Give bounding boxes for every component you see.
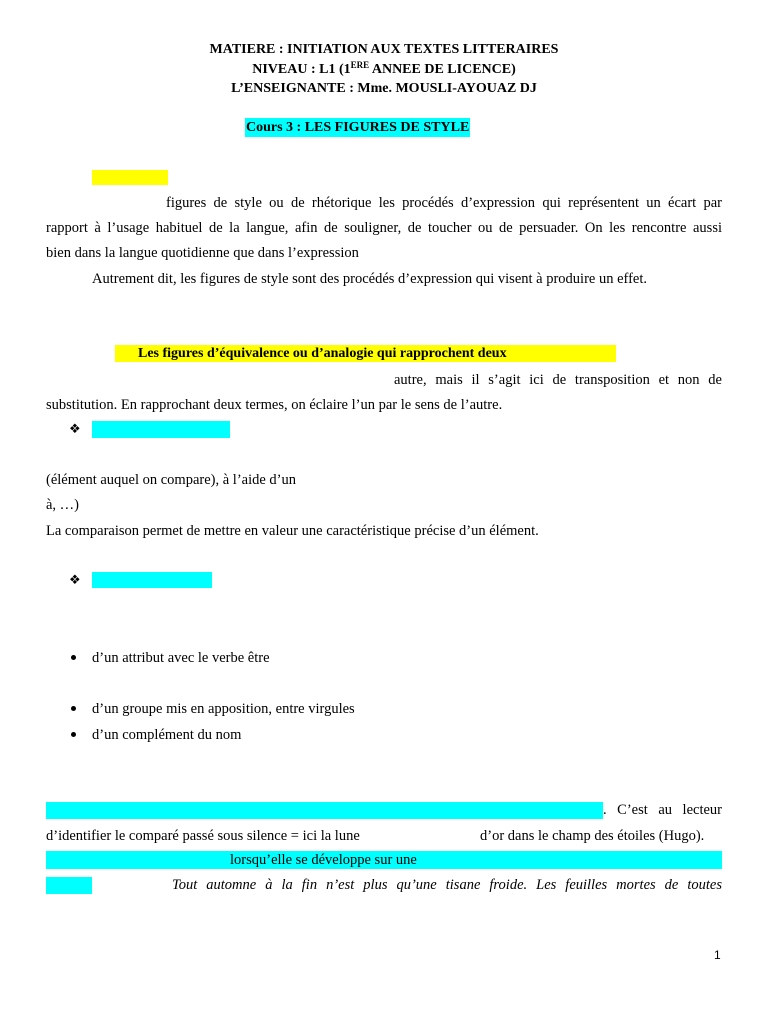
course-title: Cours 3 : LES FIGURES DE STYLE: [246, 120, 470, 135]
implicit-line-2b: d’or dans le champ des étoiles (Hugo).: [480, 828, 705, 844]
section-heading: Les figures d’équivalence ou d’analogie qui rapprochent deux: [115, 345, 616, 362]
comparaison-line-1: (élément auquel on compare), à l’aide d’un: [46, 472, 297, 488]
intro-line-1: figures de style ou de rhétorique les procédés d’expression qui représentent un écart par: [166, 195, 722, 211]
implicit-line-1: . C’est au lecteur: [603, 802, 722, 818]
highlight-block: [92, 421, 230, 438]
comparaison-line-3: La comparaison permet de mettre en valeur une caractéristique précise d’un élément.: [46, 523, 539, 539]
diamond-bullet-icon: ❖: [69, 421, 81, 436]
highlight-block: [92, 170, 168, 185]
teacher-line: L’ENSEIGNANTE : Mme. MOUSLI-AYOUAZ DJ: [231, 81, 537, 96]
bullet-icon: [71, 732, 76, 737]
highlight-block: [92, 572, 212, 588]
diamond-bullet-icon: ❖: [69, 572, 81, 587]
bullet-icon: [71, 655, 76, 660]
section-text-2: substitution. En rapprochant deux termes, on éclaire l’un par le sens de l’autre.: [46, 397, 503, 413]
level-line: NIVEAU : L1 (1ERE ANNEE DE LICENCE): [252, 60, 516, 77]
intro-line-2: rapport à l’usage habituel de la langue, afin de souligner, de toucher ou de persuader. On les rencontre aussi: [46, 220, 722, 236]
page-number: 1: [714, 948, 721, 962]
implicit-line-3: lorsqu’elle se développe sur une: [46, 851, 722, 869]
highlight-block: [46, 877, 92, 894]
subject-line: MATIERE : INITIATION AUX TEXTES LITTERAIRES: [209, 42, 559, 57]
intro-line-4: Autrement dit, les figures de style sont des procédés d’expression qui visent à produire un effet.: [92, 271, 648, 287]
highlight-block: [46, 802, 603, 819]
bullet-icon: [71, 706, 76, 711]
implicit-line-4: Tout automne à la fin n’est plus qu’une tisane froide. Les feuilles mortes de toutes: [172, 877, 722, 893]
implicit-line-2a: d’identifier le comparé passé sous silence = ici la lune: [46, 828, 360, 844]
bullet-item: d’un groupe mis en apposition, entre virgules: [92, 701, 355, 717]
intro-line-3: bien dans la langue quotidienne que dans l’expression: [46, 245, 359, 261]
section-text-1: autre, mais il s’agit ici de transposition et non de: [394, 372, 722, 388]
comparaison-line-2: à, …): [46, 497, 80, 513]
bullet-item: d’un complément du nom: [92, 727, 242, 743]
bullet-item: d’un attribut avec le verbe être: [92, 650, 270, 666]
